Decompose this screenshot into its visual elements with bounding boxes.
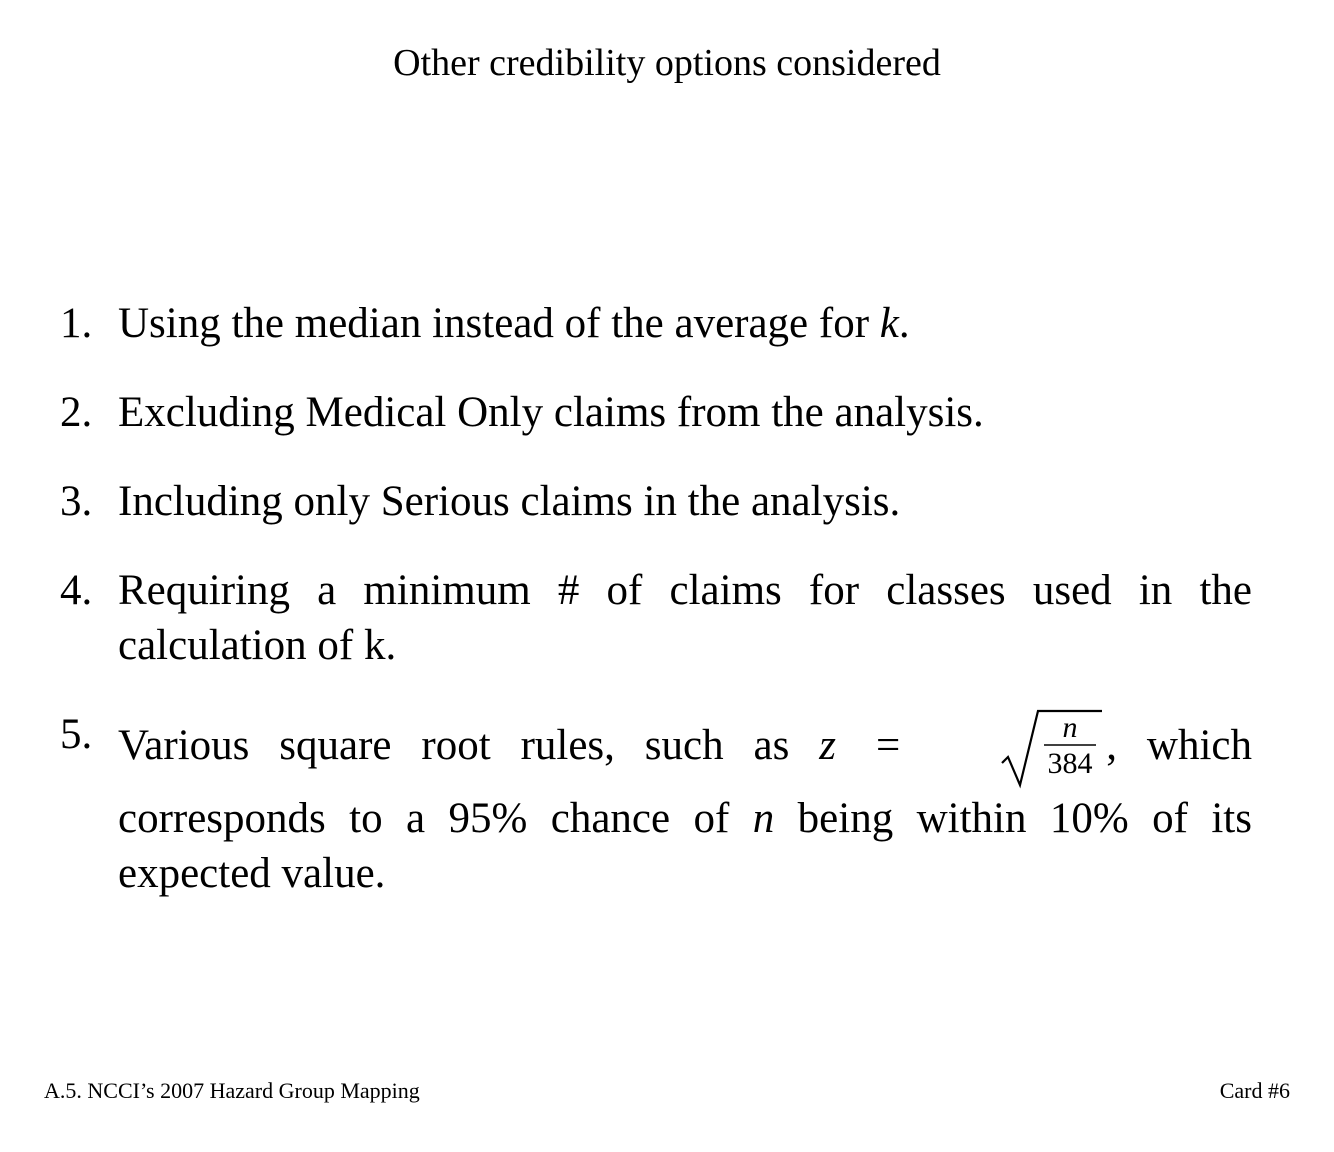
item-number: 3. xyxy=(60,478,93,525)
item-text: Requiring a minimum # of claims for classes used in the calculation of k. xyxy=(118,567,1252,669)
list-item-2 xyxy=(60,385,1252,440)
footer-card-number: Card #6 xyxy=(1219,1078,1290,1103)
item-text-part2: , which corresponds to a 95% chance of xyxy=(118,721,1252,842)
item-text: Including only Serious claims in the analysis. xyxy=(118,478,901,525)
page-title: Other credibility options considered xyxy=(393,42,941,84)
math-variable-z: z xyxy=(819,721,836,769)
item-text: Using the median instead of the average for xyxy=(118,300,880,347)
item-number: 5. xyxy=(60,711,93,758)
list-item-4 xyxy=(60,563,1252,673)
math-variable-k: k xyxy=(879,300,899,347)
math-variable-n: n xyxy=(752,795,775,842)
fraction-numerator: n xyxy=(1062,711,1078,744)
square-root-formula xyxy=(1000,707,1104,791)
item-text-end: . xyxy=(898,300,910,347)
item-number: 1. xyxy=(60,300,93,347)
footer-section-label: A.5. NCCI’s 2007 Hazard Group Mapping xyxy=(44,1078,420,1103)
item-text-part1: Various square root rules, such as xyxy=(118,721,820,769)
item-text: Excluding Medical Only claims from the analysis. xyxy=(118,389,984,436)
fraction-denominator: 384 xyxy=(1047,747,1093,780)
item-text-part3: being within 10% of its expected value. xyxy=(118,795,1252,897)
item-number: 2. xyxy=(60,389,93,436)
item-number: 4. xyxy=(60,567,93,614)
square-root-icon xyxy=(1000,707,1104,791)
list-item-1 xyxy=(60,296,1252,351)
list-item-5 xyxy=(60,707,1252,901)
list-item-3 xyxy=(60,474,1252,529)
options-list xyxy=(60,296,1252,935)
equals-sign: = xyxy=(875,721,901,769)
